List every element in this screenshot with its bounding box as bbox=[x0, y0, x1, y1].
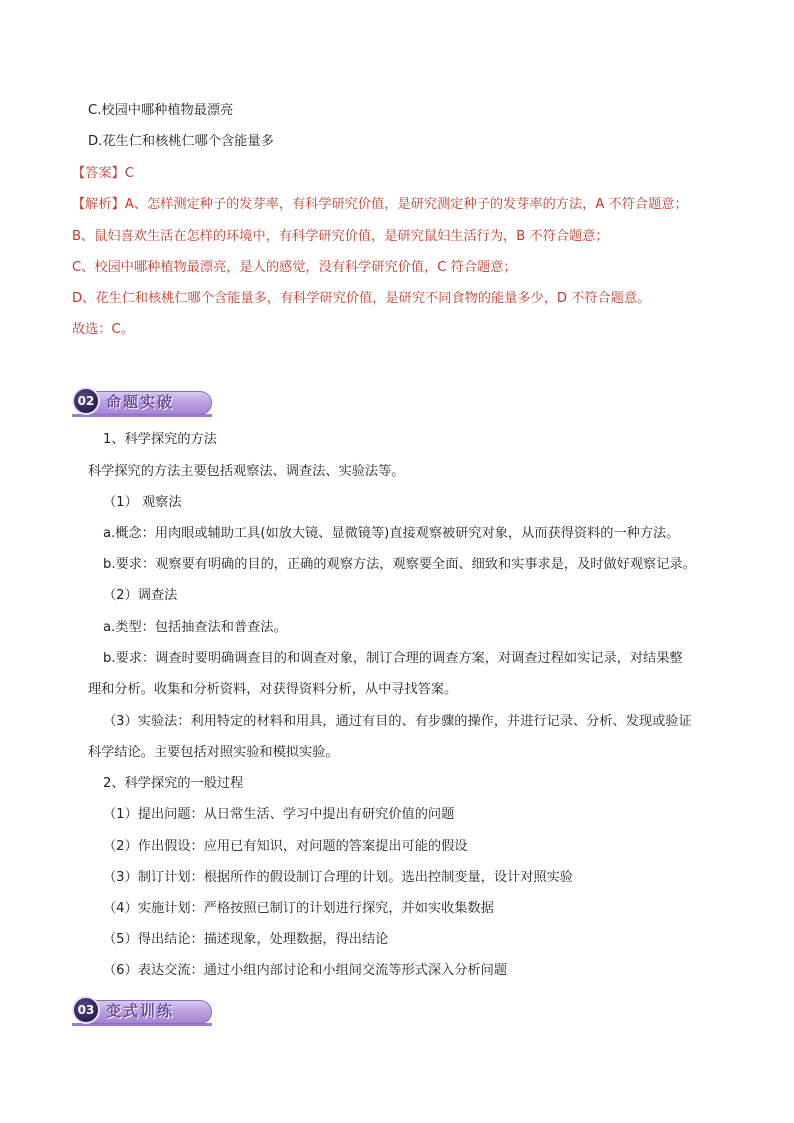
process-heading: 2、科学探究的一般过程 bbox=[103, 776, 244, 791]
analysis-tag: 【解析】 bbox=[72, 197, 125, 212]
process-step-4: （4）实施计划：严格按照已制订的计划进行探究，并如实收集数据 bbox=[103, 901, 494, 916]
answer-line bbox=[72, 165, 134, 183]
survey-type: a.类型：包括抽查法和普查法。 bbox=[103, 620, 287, 635]
survey-requirement-cont: 理和分析。收集和分析资料，对获得资料分析，从中寻找答案。 bbox=[88, 682, 458, 697]
section-02-badge bbox=[72, 387, 212, 417]
section-03-number: 03 bbox=[72, 996, 100, 1024]
observation-heading: （1） 观察法 bbox=[103, 495, 182, 510]
process-step-1: （1）提出问题：从日常生活、学习中提出有研究价值的问题 bbox=[103, 807, 455, 822]
process-step-3: （3）制订计划：根据所作的假设制订合理的计划。选出控制变量，设计对照实验 bbox=[103, 870, 573, 885]
method-heading: 1、科学探究的方法 bbox=[103, 432, 217, 447]
option-c: C.校园中哪种植物最漂亮 bbox=[88, 103, 234, 118]
section-03-badge bbox=[72, 996, 212, 1026]
method-intro: 科学探究的方法主要包括观察法、调查法、实验法等。 bbox=[88, 464, 405, 479]
analysis-a-line bbox=[72, 196, 688, 214]
answer-tag: 【答案】 bbox=[72, 166, 125, 181]
process-step-2: （2）作出假设：应用已有知识，对问题的答案提出可能的假设 bbox=[103, 839, 468, 854]
section-02-title: 命题实破 bbox=[106, 393, 175, 411]
experiment-method: （3）实验法：利用特定的材料和用具，通过有目的、有步骤的操作，并进行记录、分析、发现或验证 bbox=[103, 714, 692, 729]
analysis-c: C、校园中哪种植物最漂亮，是人的感觉，没有科学研究价值，C 符合题意； bbox=[72, 260, 517, 275]
section-02-number: 02 bbox=[72, 387, 100, 415]
conclusion: 故选：C。 bbox=[72, 322, 134, 337]
process-step-5: （5）得出结论：描述现象，处理数据，得出结论 bbox=[103, 932, 389, 947]
survey-heading: （2）调查法 bbox=[103, 588, 178, 603]
answer-value: C bbox=[124, 166, 134, 181]
observation-concept: a.概念：用肉眼或辅助工具(如放大镜、显微镜等)直接观察被研究对象，从而获得资料的一种方法。 bbox=[103, 526, 680, 541]
option-d: D.花生仁和核桃仁哪个含能量多 bbox=[88, 134, 274, 149]
section-03-title: 变式训练 bbox=[106, 1002, 175, 1020]
analysis-d: D、花生仁和核桃仁哪个含能量多，有科学研究价值，是研究不同食物的能量多少，D 不符合题意。 bbox=[72, 291, 651, 306]
observation-requirement: b.要求：观察要有明确的目的，正确的观察方法，观察要全面、细致和实事求是，及时做好观察记录。 bbox=[103, 557, 696, 572]
analysis-a: A、怎样测定种子的发芽率，有科学研究价值，是研究测定种子的发芽率的方法，A 不符合题意； bbox=[124, 197, 688, 212]
analysis-b: B、鼠妇喜欢生活在怎样的环境中，有科学研究价值，是研究鼠妇生活行为，B 不符合题意； bbox=[72, 229, 609, 244]
survey-requirement: b.要求：调查时要明确调查目的和调查对象，制订合理的调查方案，对调查过程如实记录，对结果整 bbox=[103, 651, 683, 666]
experiment-method-cont: 科学结论。主要包括对照实验和模拟实验。 bbox=[88, 745, 339, 760]
process-step-6: （6）表达交流：通过小组内部讨论和小组间交流等形式深入分析问题 bbox=[103, 963, 508, 978]
